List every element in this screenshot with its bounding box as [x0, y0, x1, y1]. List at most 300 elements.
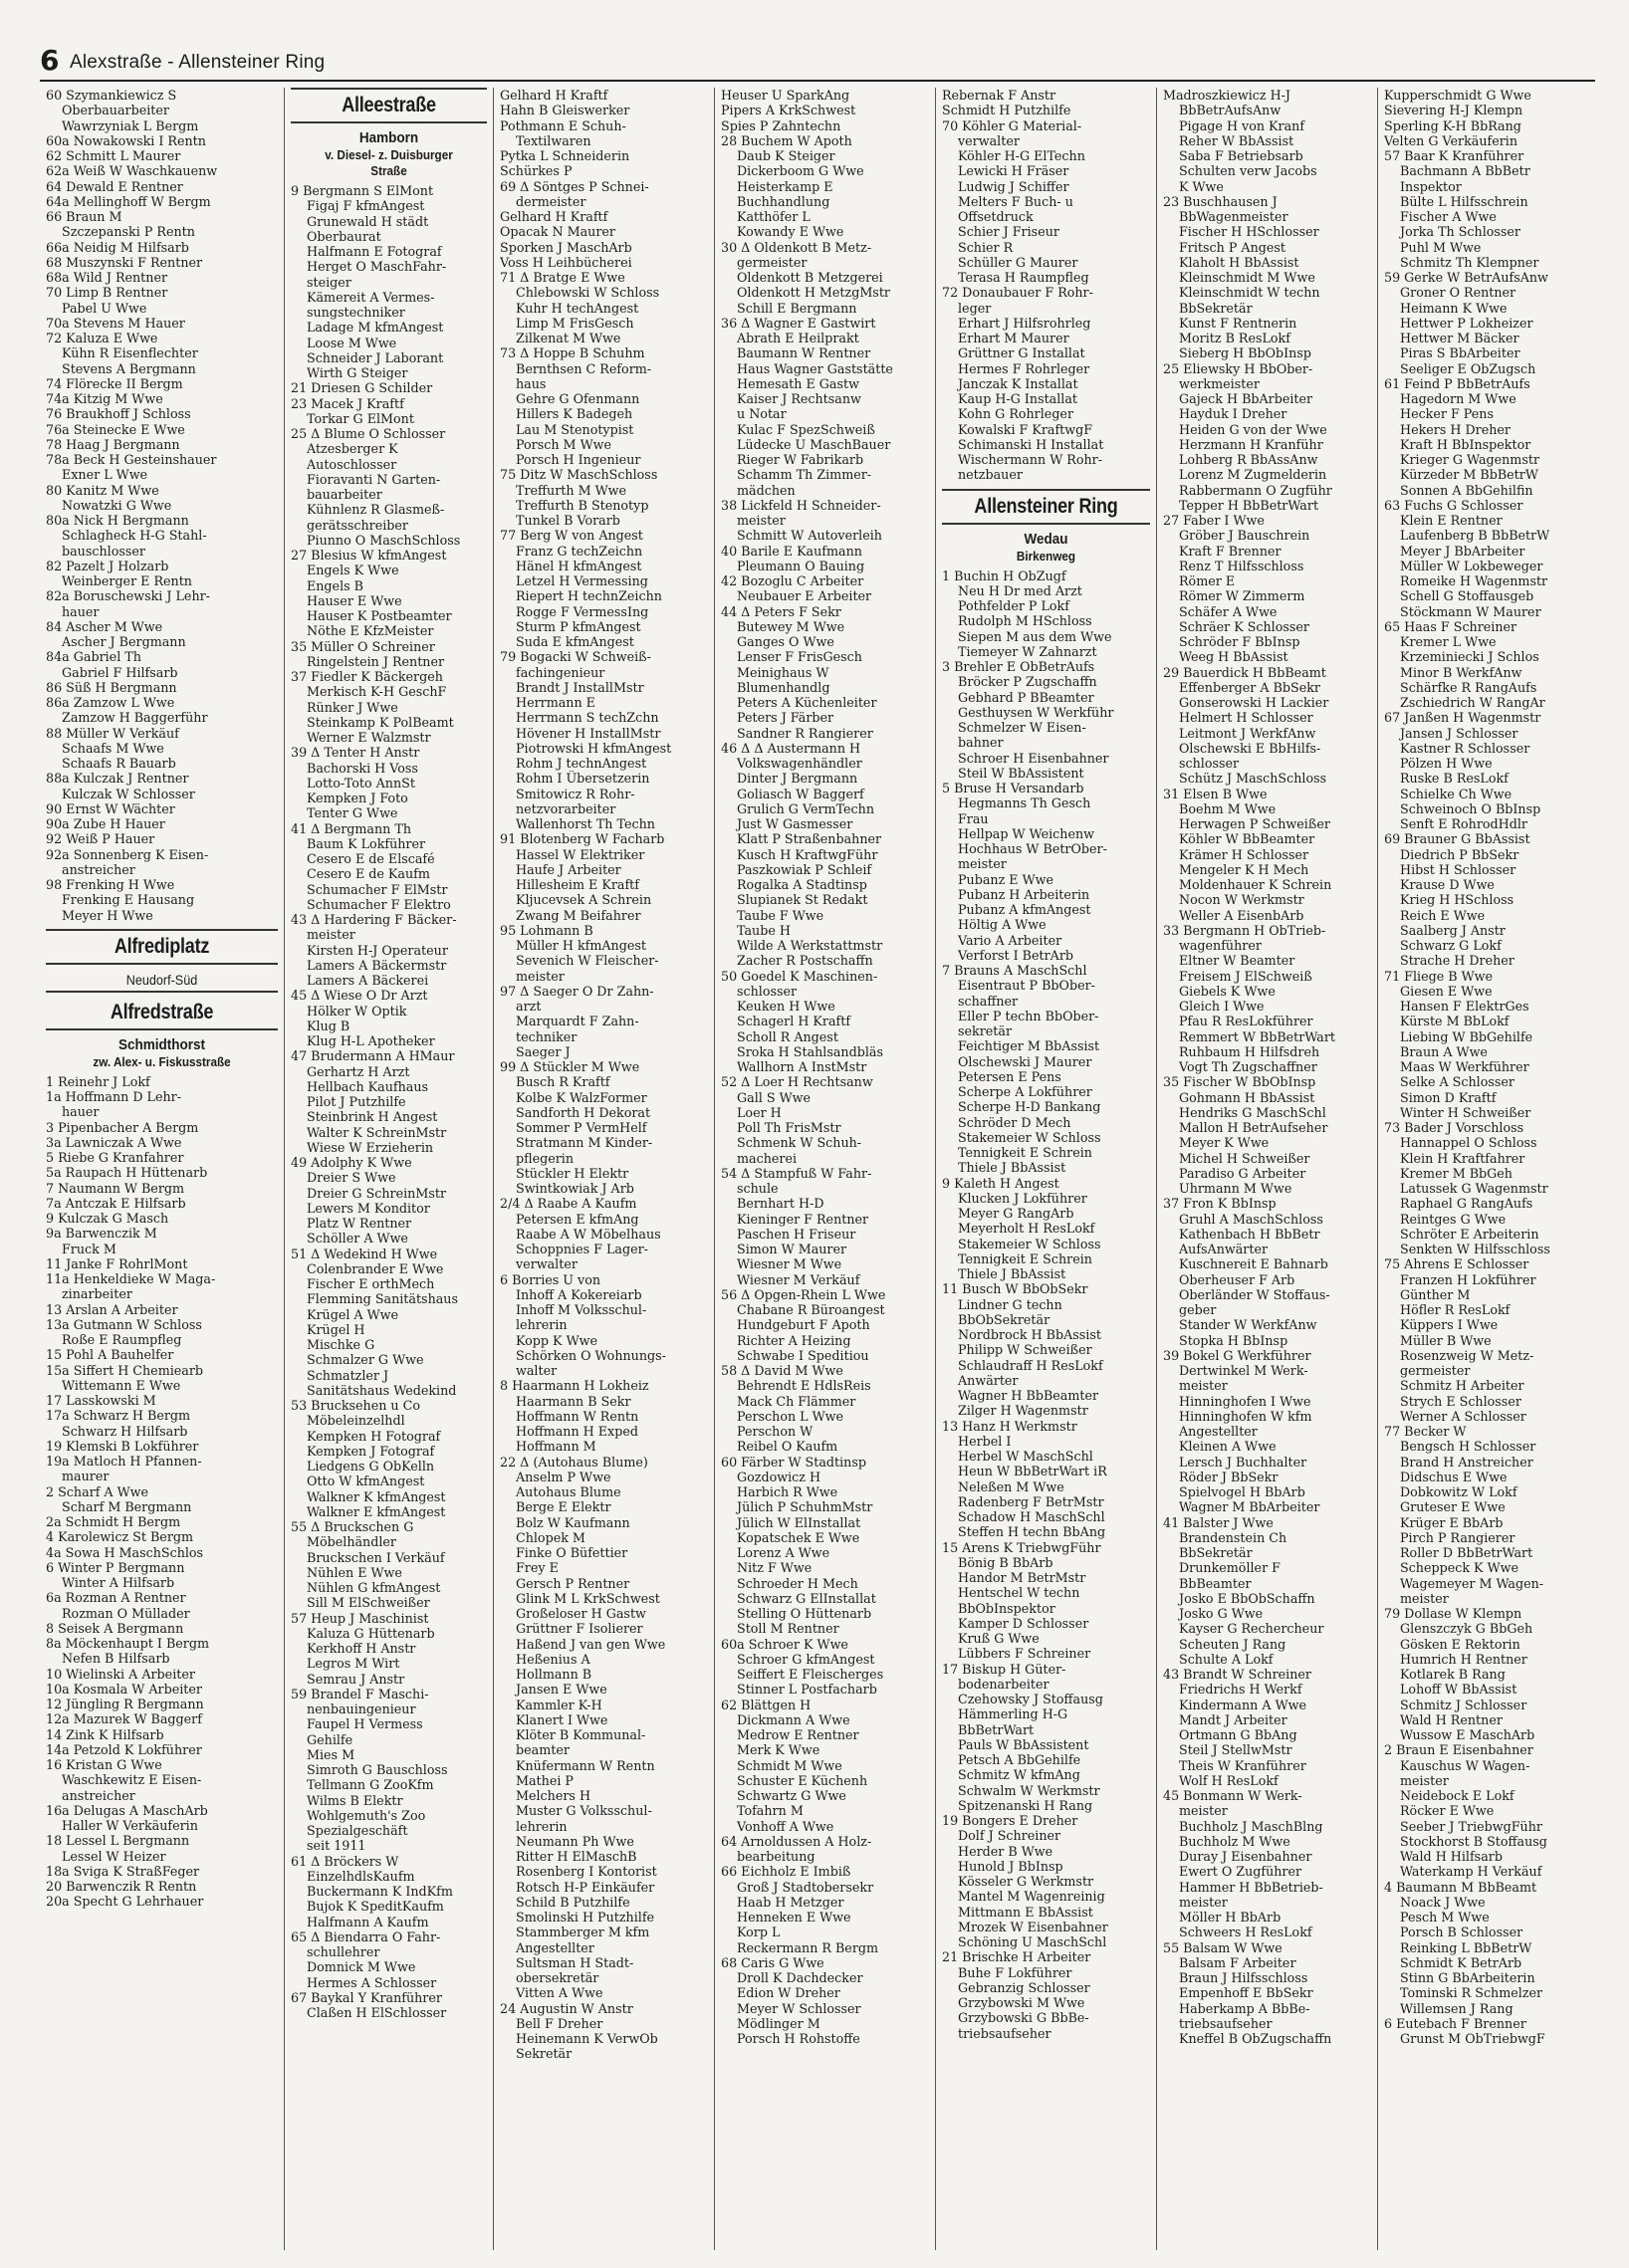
- directory-entry: Autoschlosser: [307, 456, 397, 472]
- directory-entry: Nitz F Wwe: [737, 1560, 813, 1576]
- directory-entry: Handor M BetrMstr: [958, 1570, 1086, 1585]
- directory-entry: Sporken J MaschArb: [500, 239, 632, 255]
- directory-entry: Wald H Hilfsarb: [1400, 1849, 1503, 1864]
- directory-entry: Scharf M Bergmann: [62, 1498, 192, 1514]
- directory-entry: u Notar: [737, 406, 787, 422]
- directory-entry: Rogge F VermessIng: [516, 603, 649, 619]
- directory-entry: Goliasch W Baggerf: [737, 786, 864, 801]
- directory-entry: Gröber J Bauschrein: [1179, 528, 1310, 544]
- directory-entry: 24 Augustin W Anstr: [500, 2000, 633, 2016]
- directory-entry: 18a Sviga K StraßFeger: [46, 1863, 200, 1879]
- directory-entry: Erhart J Hilfsrohrleg: [958, 315, 1091, 331]
- directory-entry: Sevenich W Fleischer-: [516, 953, 659, 969]
- directory-entry: Lamers A Bäckermstr: [307, 957, 447, 973]
- directory-entry: Vario A Arbeiter: [958, 932, 1062, 948]
- directory-entry: Schimanski H Installat: [958, 436, 1104, 452]
- directory-entry: Daub K Steiger: [737, 148, 835, 163]
- directory-entry: 73 Bader J Vorschloss: [1384, 1120, 1524, 1135]
- directory-entry: Kühnlenz R Glasmeß-: [307, 502, 445, 518]
- directory-entry: Krause D Wwe: [1400, 877, 1495, 892]
- directory-entry: Pleumann O Bauing: [737, 558, 865, 573]
- directory-entry: Herbel W MaschSchl: [958, 1449, 1093, 1464]
- directory-entry: Hentschel W techn: [958, 1585, 1080, 1601]
- directory-entry: Schneider J Laborant: [307, 349, 444, 365]
- directory-entry: Schlaudraff H ResLokf: [958, 1357, 1103, 1373]
- directory-entry: Nühlen G kfmAngest: [307, 1580, 441, 1595]
- directory-entry: 2a Schmidt H Bergm: [46, 1514, 181, 1529]
- directory-entry: Neidebock E Lokf: [1400, 1788, 1514, 1803]
- directory-entry: Hecker F Pens: [1400, 406, 1494, 422]
- directory-entry: Schwarz H Hilfsarb: [62, 1423, 188, 1439]
- directory-entry: Wischermann W Rohr-: [958, 452, 1102, 467]
- directory-entry: lehrerin: [516, 1317, 568, 1333]
- directory-entry: Zwang M Beifahrer: [516, 907, 641, 923]
- directory-entry: Frenking E Hausang: [62, 892, 195, 908]
- directory-entry: 23 Buschhausen J: [1163, 193, 1278, 209]
- column-7: [1378, 88, 1605, 2250]
- directory-entry: Petersen E kfmAng: [516, 1211, 639, 1227]
- directory-entry: techniker: [516, 1028, 578, 1044]
- directory-entry: Hunold J BbInsp: [958, 1858, 1063, 1874]
- directory-entry: 7 Naumann W Bergm: [46, 1180, 185, 1196]
- directory-entry: Schwabe I Speditiou: [737, 1347, 869, 1363]
- directory-entry: Kürzeder M BbBetrW: [1400, 467, 1538, 483]
- directory-entry: Schier J Friseur: [958, 224, 1059, 240]
- directory-entry: Mandt J Arbeiter: [1179, 1711, 1287, 1727]
- directory-entry: Faupel H Vermess: [307, 1716, 423, 1732]
- directory-entry: 7 Brauns A MaschSchl: [942, 963, 1087, 978]
- directory-entry: Mödlinger M: [737, 2015, 820, 2031]
- directory-entry: Edion W Dreher: [737, 1985, 840, 2001]
- directory-entry: Krieg H HSchloss: [1400, 892, 1514, 908]
- directory-entry: Dolf J Schreiner: [958, 1828, 1061, 1844]
- directory-entry: 39 Δ Tenter H Anstr: [291, 745, 420, 761]
- directory-entry: Winter H Schweißer: [1400, 1104, 1531, 1120]
- directory-entry: meister: [1400, 1590, 1449, 1606]
- directory-entry: Sturm P kfmAngest: [516, 618, 641, 634]
- directory-entry: Wirth G Steiger: [307, 365, 408, 380]
- directory-entry: Platz W Rentner: [307, 1216, 412, 1231]
- street-heading-block: [46, 929, 278, 1070]
- directory-entry: Herget O MaschFahr-: [307, 259, 447, 275]
- directory-entry: 30 Δ Oldenkott B Metz-: [721, 239, 872, 255]
- directory-entry: 6a Rozman A Rentner: [46, 1590, 186, 1606]
- directory-entry: Schuster E Küchenh: [737, 1772, 868, 1788]
- directory-entry: Oldenkott H MetzgMstr: [737, 285, 890, 301]
- directory-entry: Groß J Stadtobersekr: [737, 1879, 874, 1895]
- directory-entry: Klöter B Kommunal-: [516, 1727, 646, 1742]
- directory-entry: Terasa H Raumpfleg: [958, 270, 1089, 285]
- directory-entry: 73 Δ Hoppe B Schuhm: [500, 345, 645, 361]
- directory-entry: Strych E Schlosser: [1400, 1393, 1521, 1409]
- directory-entry: Schürkes P: [500, 163, 573, 179]
- directory-entry: 3 Brehler E ObBetrAufs: [942, 659, 1095, 674]
- directory-entry: Anselm P Wwe: [516, 1469, 611, 1484]
- directory-entry: Sandner R Rangierer: [737, 725, 873, 741]
- directory-entry: Josko G Wwe: [1179, 1606, 1264, 1621]
- directory-entry: Stöckmann W Maurer: [1400, 603, 1541, 619]
- directory-entry: Taube F Wwe: [737, 907, 824, 923]
- divider: [46, 929, 278, 931]
- directory-entry: Hölker W Optik: [307, 1003, 407, 1019]
- directory-entry: Thiele J BbAssist: [958, 1266, 1066, 1281]
- directory-entry: Otto W kfmAngest: [307, 1474, 425, 1489]
- directory-entry: Busch R Kraftf: [516, 1074, 610, 1090]
- directory-entry: Schagerl H Kraftf: [737, 1014, 851, 1029]
- directory-entry: Kraft F Brenner: [1179, 543, 1281, 559]
- directory-entry: Ascher J Bergmann: [62, 634, 186, 649]
- directory-entry: Gruhl A MaschSchloss: [1179, 1211, 1323, 1227]
- district-heading: Schmidthorst: [117, 1035, 206, 1053]
- directory-entry: 5 Riebe G Kranfahrer: [46, 1150, 184, 1165]
- directory-entry: Eisentraut P BbOber-: [958, 978, 1095, 994]
- directory-entry: Abrath E Heilprakt: [737, 331, 859, 345]
- directory-entry: 4a Sowa H MaschSchlos: [46, 1544, 204, 1560]
- directory-entry: Oberländer W Stoffaus-: [1179, 1286, 1330, 1302]
- directory-entry: Petersen E Pens: [958, 1068, 1061, 1084]
- directory-entry: maurer: [62, 1469, 110, 1484]
- directory-entry: Gajeck H BbArbeiter: [1179, 391, 1313, 406]
- directory-entry: Hochhaus W BetrOber-: [958, 841, 1107, 856]
- directory-entry: Hermes F Rohrleger: [958, 360, 1090, 376]
- directory-entry: Herzmann H Kranführ: [1179, 436, 1323, 452]
- directory-entry: Philipp W Schweißer: [958, 1342, 1092, 1358]
- directory-entry: Frau: [958, 810, 989, 826]
- directory-entry: lehrerin: [516, 1818, 568, 1834]
- directory-entry: Vitten A Wwe: [516, 1985, 603, 2001]
- divider: [942, 523, 1150, 525]
- directory-entry: 99 Δ Stückler M Wwe: [500, 1059, 640, 1074]
- directory-entry: nenbauingenieur: [307, 1701, 416, 1716]
- directory-entry: meister: [1179, 1803, 1228, 1819]
- directory-entry: Hauser K Postbeamter: [307, 608, 452, 623]
- directory-entry: Glink M L KrkSchwest: [516, 1590, 660, 1606]
- divider: [46, 991, 278, 993]
- directory-entry: Mischke G: [307, 1337, 375, 1352]
- directory-entry: Richter A Heizing: [737, 1332, 851, 1348]
- directory-entry: Josko E BbObSchaffn: [1179, 1590, 1315, 1606]
- directory-entry: Kammler K-H: [516, 1697, 602, 1712]
- directory-entry: Kempken J Foto: [307, 791, 408, 805]
- directory-entry: Werner E Walzmstr: [307, 730, 431, 745]
- directory-entry: 79 Bogacki W Schweiß-: [500, 649, 651, 665]
- directory-entry: Pubanz E Wwe: [958, 871, 1053, 887]
- directory-entry: Schulten verw Jacobs: [1179, 163, 1317, 179]
- directory-entry: Krügel A Wwe: [307, 1306, 399, 1322]
- directory-entry: Möbeleinzelhdl: [307, 1413, 405, 1429]
- directory-entry: Pirch P Rangierer: [1400, 1529, 1515, 1545]
- directory-entry: 35 Fischer W BbObInsp: [1163, 1074, 1316, 1090]
- directory-entry: Kleinschmidt W techn: [1179, 285, 1320, 301]
- directory-entry: Herrmann E: [516, 695, 595, 710]
- directory-entry: 66 Braun M: [46, 209, 122, 224]
- directory-entry: Schielke Ch Wwe: [1400, 786, 1513, 801]
- directory-entry: 95 Lohmann B: [500, 922, 593, 938]
- directory-entry: Sanitätshaus Wedekind: [307, 1382, 457, 1398]
- directory-entry: Engels B: [307, 577, 363, 593]
- directory-entry: 60a Schroer K Wwe: [721, 1636, 848, 1652]
- directory-entry: Rudolph M HSchloss: [958, 613, 1092, 629]
- directory-entry: 35 Müller O Schreiner: [291, 638, 435, 654]
- column-3: [494, 88, 715, 2250]
- directory-entry: Hassel W Elektriker: [516, 846, 645, 862]
- directory-entry: Tepper H BbBetrWart: [1179, 497, 1319, 513]
- directory-entry: Bachmann A BbBetr: [1400, 163, 1530, 179]
- directory-entry: Hinninghofen W kfm: [1179, 1408, 1312, 1424]
- district-subheading: Birkenweg: [1016, 548, 1076, 564]
- directory-entry: Köhler H-G ElTechn: [958, 148, 1085, 163]
- directory-entry: Radenberg F BetrMstr: [958, 1493, 1104, 1509]
- directory-entry: Wilde A Werkstattmstr: [737, 938, 883, 953]
- directory-entry: Suda E kfmAngest: [516, 634, 634, 649]
- directory-entry: Perschon W: [737, 1424, 814, 1439]
- directory-entry: 78a Beck H Gesteinshauer: [46, 452, 217, 467]
- directory-entry: Kühn R Eisenflechter: [62, 345, 198, 361]
- directory-entry: Slupianek St Redakt: [737, 892, 868, 908]
- directory-entry: Kremer M BbGeh: [1400, 1165, 1513, 1181]
- directory-entry: Meinighaus W: [737, 664, 829, 680]
- directory-entry: Spies P Zahntechn: [721, 117, 841, 133]
- directory-entry: 15 Arens K TriebwgFühr: [942, 1539, 1101, 1555]
- directory-entry: Müller W Lokbeweger: [1400, 558, 1543, 573]
- directory-entry: Noack J Wwe: [1400, 1894, 1486, 1910]
- directory-entry: Saalberg J Anstr: [1400, 922, 1506, 938]
- directory-entry: Paszkowiak P Schleif: [737, 861, 872, 877]
- directory-entry: Scheuten J Rang: [1179, 1636, 1286, 1652]
- directory-entry: Kunst F Rentnerin: [1179, 315, 1297, 331]
- directory-entry: Ruske B ResLokf: [1400, 771, 1509, 787]
- directory-entry: Schärfke R RangAufs: [1400, 679, 1537, 695]
- directory-entry: Puhl M Wwe: [1400, 239, 1482, 255]
- directory-entry: Herwagen P Schweißer: [1179, 816, 1330, 831]
- directory-entry: Heun W BbBetrWart iR: [958, 1464, 1107, 1479]
- directory-entry: Liedgens G ObKelln: [307, 1459, 435, 1474]
- directory-entry: 76 Braukhoff J Schloss: [46, 406, 191, 422]
- directory-entry: Katthöfer L: [737, 209, 811, 224]
- directory-entry: Oldenkott B Metzgerei: [737, 270, 883, 285]
- directory-entry: BbBeamter: [1179, 1575, 1252, 1591]
- directory-entry: Pipers A KrkSchwest: [721, 103, 856, 118]
- directory-entry: 19 Klemski B Lokführer: [46, 1438, 199, 1454]
- directory-entry: Kneffel B ObZugschaffn: [1179, 2031, 1332, 2046]
- directory-entry: Muster G Volksschul-: [516, 1803, 652, 1819]
- directory-entry: Erhart M Maurer: [958, 331, 1069, 345]
- directory-entry: pflegerin: [516, 1150, 575, 1166]
- directory-entry: Ewert O Zugführer: [1179, 1864, 1302, 1880]
- directory-entry: 60 Färber W Stadtinsp: [721, 1454, 866, 1470]
- directory-entry: Freisem J ElSchweiß: [1179, 968, 1312, 984]
- directory-entry: Eller P techn BbOber-: [958, 1008, 1099, 1023]
- directory-entry: Herbel I: [958, 1433, 1012, 1449]
- directory-entry: Köhler W BbBeamter: [1179, 831, 1315, 847]
- directory-entry: hauer: [62, 1104, 100, 1120]
- directory-entry: BbSekretär: [1179, 1545, 1253, 1560]
- directory-entry: Großeloser H Gastw: [516, 1606, 646, 1621]
- directory-entry: Lorenz A Wwe: [737, 1545, 830, 1560]
- directory-entry: Poll Th FrisMstr: [737, 1120, 841, 1135]
- directory-entry: 88 Müller W Verkäuf: [46, 725, 179, 741]
- directory-entry: Walkner E kfmAngest: [307, 1503, 446, 1519]
- directory-entry: Leitmont J WerkfAnw: [1179, 725, 1316, 741]
- directory-entry: Winter A Hilfsarb: [62, 1575, 175, 1590]
- directory-entry: 14 Zink K Hilfsarb: [46, 1726, 164, 1742]
- directory-entry: Hannappel O Schloss: [1400, 1135, 1537, 1151]
- directory-entry: Jorka Th Schlosser: [1400, 224, 1521, 240]
- directory-entry: Rohm I Übersetzerin: [516, 771, 650, 787]
- directory-entry: Schamm Th Zimmer-: [737, 467, 872, 483]
- directory-entry: Stopka H BbInsp: [1179, 1332, 1288, 1348]
- directory-entry: 15a Siffert H Chemiearb: [46, 1362, 204, 1378]
- divider: [46, 963, 278, 965]
- directory-entry: 13 Hanz H Werkmstr: [942, 1418, 1077, 1434]
- directory-entry: Haarmann B Sekr: [516, 1393, 631, 1409]
- directory-entry: 2 Braun E Eisenbahner: [1384, 1742, 1533, 1758]
- directory-entry: 15 Pohl A Bauhelfer: [46, 1347, 174, 1363]
- directory-entry: Piotrowski H kfmAngest: [516, 740, 672, 756]
- directory-entry: Kämereit A Vermes-: [307, 289, 435, 305]
- directory-entry: Inhoff M Volksschul-: [516, 1302, 647, 1317]
- directory-entry: 74a Kitzig M Wwe: [46, 391, 163, 406]
- directory-entry: meister: [1179, 1378, 1228, 1394]
- directory-entry: Schwarz G ElInstallat: [737, 1590, 876, 1606]
- directory-entry: Wilms B Elektr: [307, 1792, 403, 1808]
- directory-entry: Marquardt F Zahn-: [516, 1014, 639, 1029]
- directory-entry: 74 Flörecke II Bergm: [46, 375, 183, 391]
- directory-entry: 75 Ahrens E Schlosser: [1384, 1256, 1529, 1272]
- directory-entry: Schroeder H Mech: [737, 1575, 858, 1591]
- directory-entry: Kauschus W Wagen-: [1400, 1757, 1530, 1773]
- directory-entry: 64 Arnoldussen A Holz-: [721, 1833, 872, 1849]
- directory-entry: 82 Pazelt J Holzarb: [46, 558, 169, 573]
- directory-entry: Janczak K Installat: [958, 375, 1078, 391]
- entry-list: [46, 1074, 278, 1910]
- divider: [291, 88, 487, 90]
- directory-entry: Lindner G techn: [958, 1296, 1062, 1312]
- directory-entry: Höltig A Wwe: [958, 917, 1047, 933]
- directory-entry: Stinn G BbArbeiterin: [1400, 1970, 1535, 1985]
- directory-entry: bauarbeiter: [307, 487, 382, 502]
- directory-entry: Simroth G Bauschloss: [307, 1762, 448, 1777]
- directory-entry: 69 Δ Söntges P Schnei-: [500, 178, 649, 194]
- directory-entry: Mrozek W Eisenbahner: [958, 1919, 1108, 1934]
- directory-entry: Meyer W Schlosser: [737, 2000, 861, 2016]
- directory-entry: Chlopek M: [516, 1529, 585, 1545]
- directory-entry: Piras S BbArbeiter: [1400, 345, 1520, 361]
- directory-entry: 55 Balsam W Wwe: [1163, 1939, 1282, 1955]
- directory-entry: Fischer A Wwe: [1400, 209, 1497, 224]
- directory-entry: Nefen B Hilfsarb: [62, 1651, 170, 1667]
- directory-entry: Röder J BbSekr: [1179, 1469, 1279, 1484]
- directory-entry: Moldenhauer K Schrein: [1179, 877, 1332, 892]
- directory-entry: 64a Mellinghoff W Bergm: [46, 193, 211, 209]
- directory-entry: Kulczak W Schlosser: [62, 786, 195, 801]
- directory-entry: Sultsman H Stadt-: [516, 1954, 634, 1970]
- directory-entry: Fischer H HSchlosser: [1179, 224, 1319, 240]
- directory-entry: schlosser: [1179, 756, 1240, 771]
- directory-entry: 61 Δ Bröckers W: [291, 1853, 399, 1869]
- directory-entry: Schmelzer W Eisen-: [958, 720, 1086, 735]
- directory-entry: Anwärter: [958, 1372, 1019, 1388]
- directory-entry: Klug H-L Apotheker: [307, 1033, 435, 1048]
- directory-entry: Stevens A Bergmann: [62, 360, 196, 376]
- directory-entry: 33 Bergmann H ObTrieb-: [1163, 922, 1326, 938]
- directory-entry: Latussek G Wagenmstr: [1400, 1181, 1548, 1196]
- directory-entry: Blumenhandlg: [737, 679, 830, 695]
- directory-entry: Angestellter: [1179, 1424, 1258, 1439]
- directory-entry: Vonhoff A Wwe: [737, 1818, 834, 1834]
- directory-entry: 43 Brandt W Schreiner: [1163, 1667, 1311, 1682]
- directory-entry: Duray J Eisenbahner: [1179, 1849, 1312, 1864]
- directory-entry: Scherpe H-D Bankang: [958, 1099, 1101, 1115]
- directory-entry: Fischer E orthMech: [307, 1276, 435, 1291]
- directory-entry: meister: [1179, 1894, 1228, 1910]
- directory-entry: Vogt Th Zugschaffner: [1179, 1059, 1317, 1074]
- directory-entry: 6 Winter P Bergmann: [46, 1559, 185, 1575]
- directory-entry: 60a Nowakowski I Rentn: [46, 132, 206, 148]
- directory-entry: Madroszkiewicz H-J: [1163, 88, 1291, 103]
- column-5: [936, 88, 1157, 2250]
- directory-entry: Rogalka A Stadtinsp: [737, 877, 867, 892]
- directory-entry: Baum K Lokführer: [307, 835, 426, 851]
- directory-entry: Meyer J BbArbeiter: [1400, 543, 1525, 559]
- directory-entry: Rabbermann O Zugführ: [1179, 482, 1332, 498]
- directory-entry: 9a Barwenczik M: [46, 1226, 157, 1242]
- directory-entry: schlosser: [737, 983, 798, 999]
- directory-entry: 54 Δ Stampfuß W Fahr-: [721, 1165, 872, 1181]
- directory-entry: Nühlen E Wwe: [307, 1564, 402, 1580]
- directory-entry: 20 Barwenczik R Rentn: [46, 1879, 197, 1894]
- directory-entry: Piunno O MaschSchloss: [307, 532, 461, 548]
- directory-entry: Ludwig J Schiffer: [958, 178, 1069, 194]
- directory-entry: Paschen H Friseur: [737, 1226, 856, 1242]
- directory-entry: BbBetrWart: [958, 1721, 1035, 1737]
- directory-entry: 44 Δ Peters F Sekr: [721, 603, 841, 619]
- street-heading-block: [291, 88, 487, 179]
- directory-entry: Hinninghofen I Wwe: [1179, 1393, 1311, 1409]
- directory-entry: Hillers K Badegeh: [516, 406, 633, 422]
- directory-entry: Pabel U Wwe: [62, 300, 147, 316]
- directory-entry: Lübbers F Schreiner: [958, 1646, 1091, 1662]
- directory-entry: 25 Δ Blume O Schlosser: [291, 426, 446, 441]
- directory-entry: Schroer G kfmAngest: [737, 1651, 875, 1667]
- directory-entry: Kusch H KraftwgFühr: [737, 846, 878, 862]
- directory-entry: Cesero E de Kaufm: [307, 866, 430, 882]
- directory-entry: 21 Brischke H Arbeiter: [942, 1949, 1091, 1965]
- directory-entry: Reher W BbAssist: [1179, 132, 1294, 148]
- directory-entry: Stakemeier W Schloss: [958, 1129, 1101, 1145]
- directory-entry: Schmitz J Schlosser: [1400, 1697, 1527, 1712]
- directory-entry: 27 Faber I Wwe: [1163, 513, 1265, 528]
- directory-entry: sungstechniker: [307, 305, 405, 320]
- directory-entry: Brand H Anstreicher: [1400, 1454, 1533, 1470]
- directory-entry: Exner L Wwe: [62, 467, 148, 483]
- directory-entry: 57 Heup J Maschinist: [291, 1610, 429, 1626]
- directory-entry: 41 Δ Bergmann Th: [291, 820, 411, 836]
- column-4: [715, 88, 936, 2250]
- directory-entry: Bernhart H-D: [737, 1196, 824, 1212]
- directory-entry: Riepert H technZeichn: [516, 588, 662, 604]
- directory-entry: Voss H Leihbücherei: [500, 254, 632, 270]
- directory-entry: anstreicher: [62, 861, 135, 877]
- directory-entry: 19a Matloch H Pfannen-: [46, 1454, 202, 1469]
- directory-entry: Müller B Wwe: [1400, 1332, 1492, 1348]
- directory-entry: Schoppnies F Lager-: [516, 1242, 648, 1256]
- directory-entry: Kleinen A Wwe: [1179, 1439, 1277, 1455]
- directory-entry: Saba F Betriebsarb: [1179, 148, 1303, 163]
- entry-list: [500, 88, 708, 2062]
- directory-entry: Walkner K kfmAngest: [307, 1488, 446, 1504]
- directory-entry: Kljucevsek A Schrein: [516, 892, 652, 908]
